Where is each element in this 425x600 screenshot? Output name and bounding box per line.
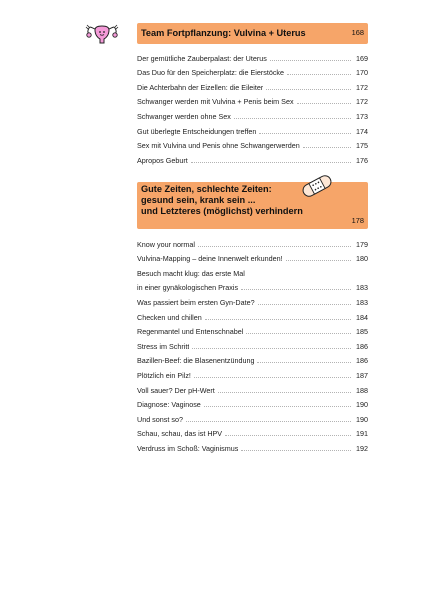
toc-entry[interactable]: [137, 351, 368, 366]
toc-entry[interactable]: [137, 150, 368, 165]
toc-entry-page: 190: [356, 414, 368, 424]
leader-dots: [258, 304, 351, 305]
toc-entry-page: 172: [356, 97, 368, 107]
toc-entry-page: 170: [356, 68, 368, 78]
toc-entry-title: Sex mit Vulvina und Penis ohne Schwangerwerden: [137, 141, 300, 151]
leader-dots: [204, 406, 351, 407]
leader-dots: [186, 421, 351, 422]
leader-dots: [218, 392, 351, 393]
toc-entry-page: 186: [356, 356, 368, 366]
toc-entry-page: 191: [356, 429, 368, 439]
toc-entry-title: Schwanger werden mit Vulvina + Penis beim Sex: [137, 97, 294, 107]
toc-entry-page: 190: [356, 400, 368, 410]
toc-entry-title: Schwanger werden ohne Sex: [137, 111, 231, 121]
toc-entry-title: Besuch macht klug: das erste Mal: [137, 268, 245, 278]
toc-entry[interactable]: [137, 322, 368, 337]
toc-entry-page: 173: [356, 111, 368, 121]
toc-entry-title: Diagnose: Vaginose: [137, 400, 201, 410]
toc-entry-title: Apropos Geburt: [137, 155, 188, 165]
toc-entry[interactable]: [137, 92, 368, 107]
toc-entry-title: Und sonst so?: [137, 414, 183, 424]
toc-entry-title: Verdruss im Schoß: Vaginismus: [137, 443, 239, 453]
toc-entry[interactable]: [137, 263, 368, 278]
leader-dots: [266, 89, 351, 90]
leader-dots: [297, 103, 351, 104]
toc-entry-title: Die Achterbahn der Eizellen: die Eileiter: [137, 82, 264, 92]
toc-entry-page: 188: [356, 385, 368, 395]
toc-entry[interactable]: [137, 121, 368, 136]
leader-dots: [194, 377, 351, 378]
toc-entry[interactable]: [137, 48, 368, 63]
toc-entry-title: Bazillen-Beef: die Blasenentzündung: [137, 356, 255, 366]
toc-entry[interactable]: [137, 409, 368, 424]
leader-dots: [257, 362, 351, 363]
leader-dots: [241, 450, 351, 451]
leader-dots: [286, 260, 351, 261]
section-header: [137, 23, 368, 44]
toc-entry-title: in einer gynäkologischen Praxis: [137, 283, 239, 293]
toc-entry[interactable]: [137, 380, 368, 395]
leader-dots: [246, 333, 351, 334]
leader-dots: [303, 147, 351, 148]
toc-entry-title: Stress im Schritt: [137, 341, 190, 351]
leader-dots: [205, 319, 351, 320]
toc-entry[interactable]: [137, 292, 368, 307]
section-header-title-line-1: Gute Zeiten, schlechte Zeiten:: [141, 184, 272, 194]
toc-entry[interactable]: [137, 106, 368, 121]
leader-dots: [192, 348, 351, 349]
toc-entry-title: Gut überlegte Entscheidungen treffen: [137, 126, 257, 136]
toc-entry-page: 186: [356, 341, 368, 351]
toc-entry-page: 175: [356, 141, 368, 151]
toc-entry[interactable]: [137, 438, 368, 453]
toc-entry-page: 174: [356, 126, 368, 136]
toc-entry[interactable]: [137, 136, 368, 151]
toc-entry[interactable]: [137, 336, 368, 351]
toc-entry-page: 183: [356, 297, 368, 307]
toc-entry-title: Schau, schau, das ist HPV: [137, 429, 223, 439]
toc-entry-page: 176: [356, 155, 368, 165]
toc-entry-page: 192: [356, 443, 368, 453]
toc-list: [137, 234, 368, 453]
toc-entry-page: 169: [356, 53, 368, 63]
leader-dots: [259, 133, 351, 134]
toc-entry[interactable]: [137, 278, 368, 293]
toc-entry-title: Das Duo für den Speicherplatz: die Eierstöcke: [137, 68, 285, 78]
toc-entry[interactable]: [137, 307, 368, 322]
toc-entry-title: Vulvina-Mapping – deine Innenwelt erkunden!: [137, 254, 283, 264]
toc-entry-page: 180: [356, 254, 368, 264]
toc-entry[interactable]: [137, 395, 368, 410]
toc-entry-page: 187: [356, 370, 368, 380]
leader-dots: [191, 162, 351, 163]
toc-entry-page: 183: [356, 283, 368, 293]
section-header-title-line-2: gesund sein, krank sein ...: [141, 195, 256, 206]
toc-entry-title: Was passiert beim ersten Gyn-Date?: [137, 297, 255, 307]
leader-dots: [225, 435, 351, 436]
toc-section-1: [137, 23, 368, 165]
toc-entry-title: Regenmantel und Entenschnabel: [137, 327, 244, 337]
toc-entry[interactable]: [137, 234, 368, 249]
toc-entry-page: 179: [356, 239, 368, 249]
section-header-page: 168: [351, 27, 364, 37]
toc-entry[interactable]: [137, 63, 368, 78]
section-header: [137, 182, 368, 229]
leader-dots: [287, 74, 351, 75]
toc-entry-page: 185: [356, 327, 368, 337]
toc-entry[interactable]: [137, 77, 368, 92]
toc-entry-title: Know your normal: [137, 239, 195, 249]
toc-entry-page: 172: [356, 82, 368, 92]
section-header-title-line-3: und Letzteres (möglichst) verhindern: [141, 206, 303, 217]
toc-entry[interactable]: [137, 249, 368, 264]
toc-entry-title: Plötzlich ein Pilz!: [137, 370, 191, 380]
toc-list: [137, 48, 368, 165]
section-header-title: Team Fortpflanzung: Vulvina + Uterus: [141, 27, 306, 38]
uterus-icon: [85, 22, 119, 46]
toc-entry-title: Checken und chillen: [137, 312, 202, 322]
toc-entry[interactable]: [137, 365, 368, 380]
toc-entry-title: Voll sauer? Der pH-Wert: [137, 385, 215, 395]
toc-entry-title: Der gemütliche Zauberpalast: der Uterus: [137, 53, 267, 63]
leader-dots: [234, 118, 351, 119]
leader-dots: [198, 246, 351, 247]
toc-section-2: [137, 182, 368, 453]
leader-dots: [241, 289, 351, 290]
leader-dots: [270, 60, 351, 61]
toc-entry-page: 184: [356, 312, 368, 322]
bandage-icon: [300, 174, 334, 198]
toc-entry[interactable]: [137, 424, 368, 439]
section-header-page: 178: [351, 215, 364, 225]
